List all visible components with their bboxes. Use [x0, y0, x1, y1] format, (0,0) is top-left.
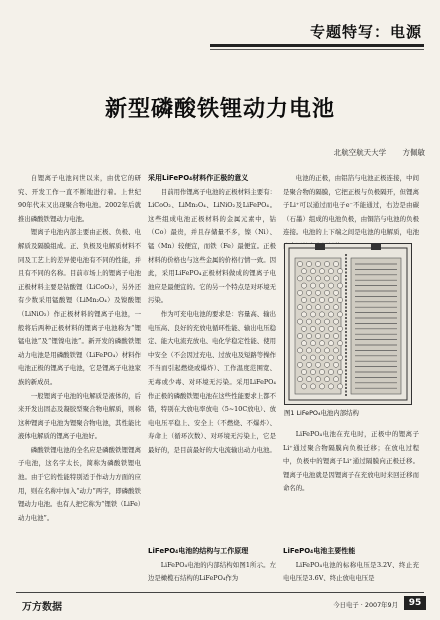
cathode-particle — [301, 312, 306, 317]
cathode-particle — [301, 326, 306, 331]
cathode-particle — [324, 362, 329, 367]
cathode-particle — [319, 355, 324, 360]
cathode-particle — [315, 261, 320, 266]
paragraph: LiFePO₄电池的内部结构如图1所示。左边是橄榄石结构的LiFePO₄作为 — [148, 560, 276, 583]
cathode-particle — [315, 319, 320, 324]
cathode-particle — [337, 269, 342, 274]
column-3-lower — [283, 545, 419, 586]
cathode-particle — [306, 290, 311, 295]
cathode-particle — [333, 290, 338, 295]
cathode-particle — [333, 377, 338, 382]
cathode-particle — [315, 362, 320, 367]
cathode-particle — [328, 369, 333, 374]
page-number: 95 — [404, 596, 426, 610]
column-2-lower — [148, 545, 276, 586]
paragraph: 电池的正极，由铝箔与电池正极连接，中间是聚合物的隔膜，它把正极与负极隔开，但锂离子Li⁺可以通过而电子e⁻不能通过，右边是由碳（石墨）组成的电池负极，由铜箔与电池的负极连接。电池的上下端之间是电池的电解质，电池 — [283, 174, 419, 237]
section-heading: 采用LiFePO₄材料作正极的意义 — [148, 174, 249, 182]
cathode-particle — [301, 297, 306, 302]
cathode-particle — [306, 362, 311, 367]
cathode-particle — [315, 276, 320, 281]
paragraph: 目前用作锂离子电池的正极材料主要有：LiCoO₂、LiMn₂O₄、LiNiO₂及LiFePO₄。这些组成电池正极材料的金属元素中，钴（Co）最贵，并且存储量不多，镍（Ni）、锰（Mn）较便宜，而铁（Fe）最便宜。正极材料的价格也与这些金属的价格行情一致。因此，采用LiFePO₄正极材料做成的锂离子电池应是最便宜的。它的另一个特点是对环境无污染。 — [148, 187, 276, 305]
cathode-particle — [297, 261, 302, 266]
cathode-particle — [310, 384, 315, 389]
cathode-particle — [319, 341, 324, 346]
battery-structure-figure — [284, 243, 412, 405]
paragraph: 作为可充电电池的要求是：容量高、输出电压高、良好的充放电循环性能、输出电压稳定、能大电流充放电、电化学稳定性能、使用中安全（不会因过充电、过放电及短路等操作不当而引起燃烧或爆炸）、工作温度范围宽、无毒或少毒、对环境无污染。采用LiFePO₄作正极的磷酸铁锂电池在这些性能要求上都不错，特别在大放电率放电（5~10C放电）、放电电压平稳上、安全上（不燃烧、不爆炸）、寿命上（循环次数）、对环境无污染上，它是最好的，是目前最好的大电流输出动力电池。 — [148, 309, 276, 454]
cathode-particle — [333, 261, 338, 266]
cathode-particle — [333, 276, 338, 281]
cathode-particle — [310, 355, 315, 360]
cathode-particle — [337, 297, 342, 302]
figure-caption: 图1 LiFePO₄电池内部结构 — [284, 409, 359, 417]
cathode-particle — [328, 341, 333, 346]
cathode-particle — [324, 261, 329, 266]
paragraph: LiFePO₄电池在充电时，正极中的锂离子Li⁺通过聚合物隔膜向负极迁移；在放电过程中，负极中的锂离子Li⁺通过隔膜向正极迁移。锂离子电池就是因锂离子在充放电时来回迁移而命名的。 — [283, 430, 419, 493]
cathode-particle — [310, 312, 315, 317]
column-3 — [283, 172, 419, 254]
cathode-particle — [315, 377, 320, 382]
section-heading: LiFePO₄电池主要性能 — [283, 547, 356, 555]
cathode-particle — [319, 283, 324, 288]
section-title: 专题特写：电源 — [309, 23, 422, 41]
cathode-particle — [310, 297, 315, 302]
cathode-particle — [306, 276, 311, 281]
cathode-particle — [337, 369, 342, 374]
cathode-particle — [297, 348, 302, 353]
cathode-particle — [328, 269, 333, 274]
cathode-particle — [301, 283, 306, 288]
battery-diagram — [285, 244, 411, 404]
cathode-particle — [297, 362, 302, 367]
cathode-particle — [297, 276, 302, 281]
cathode-particle — [310, 269, 315, 274]
cathode-particle — [306, 261, 311, 266]
cathode-particle — [337, 355, 342, 360]
cathode-particle — [319, 369, 324, 374]
cathode-particle — [337, 341, 342, 346]
cathode-particle — [333, 305, 338, 310]
cathode-particle — [328, 297, 333, 302]
cathode-particle — [324, 333, 329, 338]
cathode-particle — [328, 384, 333, 389]
cathode-particle — [306, 348, 311, 353]
author-name: 方佩敏 — [402, 148, 425, 157]
anode-region — [351, 258, 401, 394]
cathode-particle — [337, 384, 342, 389]
cathode-particle — [315, 305, 320, 310]
cathode-particle — [328, 355, 333, 360]
header-rule-thin — [210, 49, 424, 50]
cathode-particle — [306, 305, 311, 310]
cathode-particle — [337, 283, 342, 288]
footer-rule — [16, 592, 424, 593]
cathode-particle — [333, 362, 338, 367]
paragraph: 锂离子电池内部主要由正极、负极、电解质及隔膜组成。正、负极及电解质材料不同及工艺上的差异使电池有不同的性能，并且有不同的名称。目前市场上的锂离子电池正极材料主要是钴酸锂（LiCoO₂），另外还有少数采用锰酸锂（LiMn₂O₄）及镍酸锂（LiNiO₂）作正极材料的锂离子电池，一般将后两种正极材料的锂离子电池称为“锂锰电池”及“锂镍电池”。新开发的磷酸铁锂动力电池是用磷酸铁锂（LiFePO₄）材料作电池正极的锂离子电池，它是锂离子电池家族的新成员。 — [18, 228, 141, 386]
cathode-particle — [297, 290, 302, 295]
cathode-particle — [315, 333, 320, 338]
column-3-middle — [283, 428, 419, 496]
paragraph: 一般锂离子电池的电解质是液体的，后来开发出固态及凝胶型聚合物电解质，则称这种锂离子电池为锂聚合物电池，其性能比液体电解质的锂离子电池好。 — [18, 391, 141, 441]
cathode-particle — [310, 369, 315, 374]
paragraph: 自锂离子电池问世以来，由优它的研究、开发工作一直不断地进行着。上世纪90年代末又出现聚合物电池。2002年后就推出磷酸铁锂动力电池。 — [18, 174, 141, 223]
cathode-particle — [333, 348, 338, 353]
cathode-particle — [333, 319, 338, 324]
author-affiliation: 北航空航天大学 — [333, 148, 387, 157]
cathode-particle — [337, 326, 342, 331]
cathode-particle — [324, 319, 329, 324]
cathode-particle — [310, 341, 315, 346]
cathode-particle — [328, 326, 333, 331]
column-2 — [148, 172, 276, 457]
cathode-particle — [297, 305, 302, 310]
cathode-particle — [301, 369, 306, 374]
cathode-particle — [301, 269, 306, 274]
cathode-particle — [306, 319, 311, 324]
cathode-particle — [319, 269, 324, 274]
cathode-particle — [315, 348, 320, 353]
cathode-particle — [328, 312, 333, 317]
cathode-particle — [310, 283, 315, 288]
cathode-particle — [333, 333, 338, 338]
cathode-particle — [328, 283, 333, 288]
cathode-particle — [297, 333, 302, 338]
issue-info: 今日电子 · 2007年9月 — [333, 601, 398, 609]
article-title: 新型磷酸铁锂动力电池 — [104, 97, 335, 122]
cathode-particle — [319, 326, 324, 331]
publisher-logo: 万方数据 — [22, 602, 62, 613]
cathode-particle — [301, 341, 306, 346]
column-1 — [18, 172, 141, 525]
section-heading: LiFePO₄电池的结构与工作原理 — [148, 547, 249, 555]
cathode-particle — [301, 355, 306, 360]
negative-terminal — [371, 244, 381, 250]
cathode-particle — [319, 297, 324, 302]
cathode-particle — [301, 384, 306, 389]
positive-terminal — [315, 244, 325, 250]
cathode-particle — [319, 384, 324, 389]
cathode-particle — [337, 312, 342, 317]
cathode-particle — [324, 290, 329, 295]
cathode-particle — [306, 333, 311, 338]
paragraph: 磷酸铁锂电池的全名应是磷酸铁锂锂离子电池，这名字太长，简称为磷酸铁锂电池。由于它的性能特别适于作动力方面的应用，则在名称中加入“动力”两字，即磷酸铁锂动力电池。也有人把它称为“锂铁（LiFe）动力电池”。 — [18, 445, 141, 522]
cathode-particle — [306, 377, 311, 382]
cathode-particle — [324, 377, 329, 382]
cathode-particle — [319, 312, 324, 317]
cathode-particle — [315, 290, 320, 295]
cathode-particle — [324, 348, 329, 353]
cathode-particle — [310, 326, 315, 331]
byline — [0, 147, 425, 158]
cathode-particle — [297, 377, 302, 382]
header-rule — [210, 44, 424, 47]
cathode-particle — [324, 305, 329, 310]
cathode-particle — [324, 276, 329, 281]
cathode-particle — [297, 319, 302, 324]
paragraph: LiFePO₄电池的标称电压是3.2V、终止充电电压是3.6V、终止放电电压是 — [283, 560, 419, 583]
